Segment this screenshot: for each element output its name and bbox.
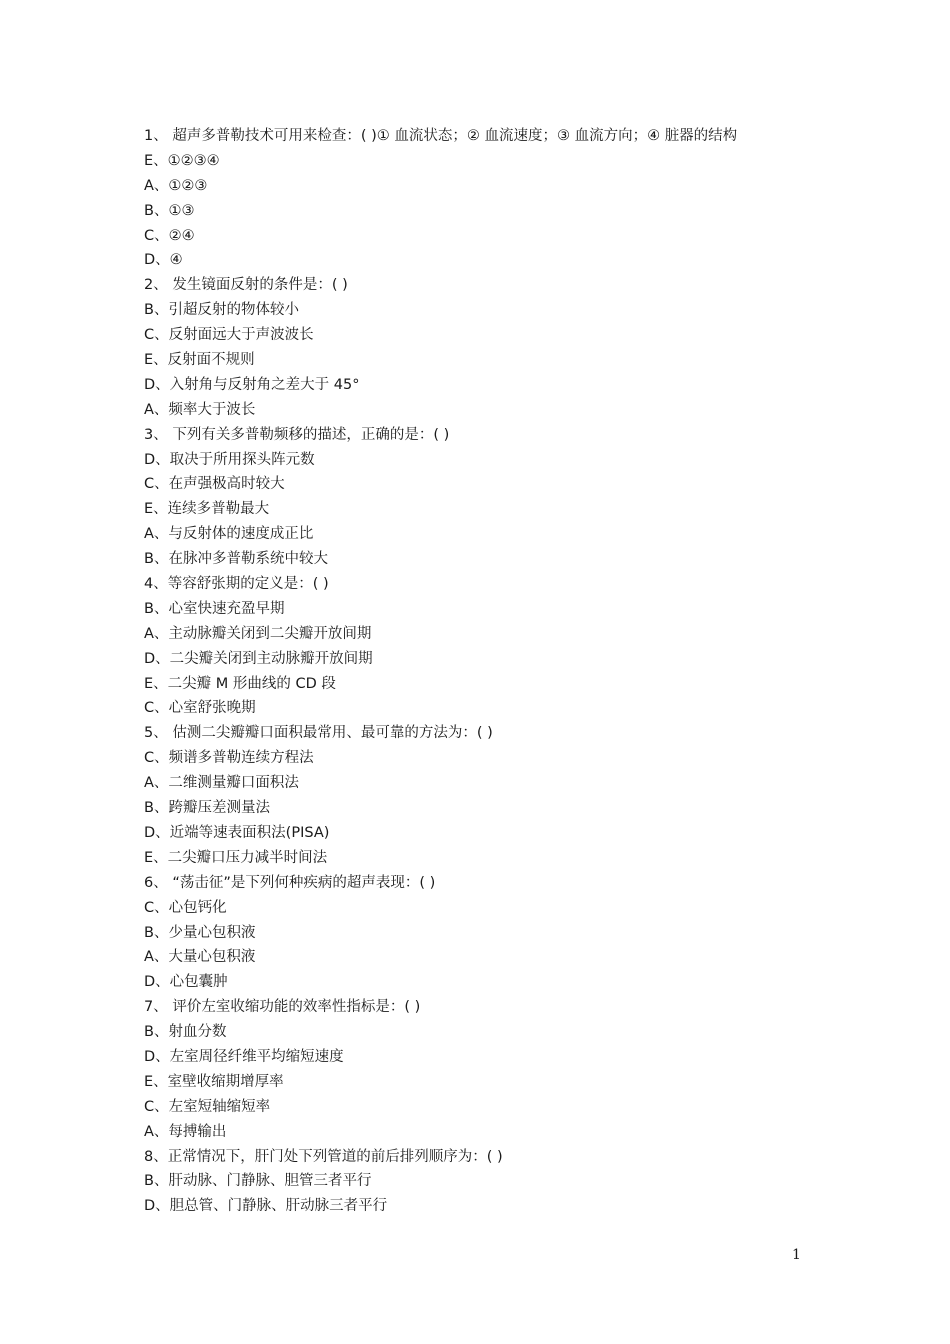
answer-option: C、在声强极高时较大: [144, 476, 285, 493]
answer-option: E、二尖瓣口压力减半时间法: [144, 849, 328, 866]
question-stem: 6、 “荡击征”是下列何种疾病的超声表现：( ): [144, 874, 436, 891]
answer-option: B、跨瓣压差测量法: [144, 800, 270, 817]
question-stem: 2、 发生镜面反射的条件是：( ): [144, 277, 348, 294]
answer-option: C、心包钙化: [144, 899, 227, 916]
answer-option: D、胆总管、门静脉、肝动脉三者平行: [144, 1198, 388, 1215]
answer-option: B、心室快速充盈早期: [144, 600, 285, 617]
answer-option: E、反射面不规则: [144, 352, 255, 369]
answer-option: C、频谱多普勒连续方程法: [144, 750, 314, 767]
answer-option: B、引超反射的物体较小: [144, 302, 299, 319]
answer-option: C、反射面远大于声波波长: [144, 327, 314, 344]
answer-option: A、二维测量瓣口面积法: [144, 775, 299, 792]
answer-option: B、肝动脉、门静脉、胆管三者平行: [144, 1173, 372, 1190]
answer-option: A、主动脉瓣关闭到二尖瓣开放间期: [144, 625, 372, 642]
answer-option: B、射血分数: [144, 1024, 227, 1041]
answer-option: E、连续多普勒最大: [144, 501, 270, 518]
answer-option: C、②④: [144, 227, 195, 244]
answer-option: A、每搏输出: [144, 1123, 227, 1140]
question-stem: 3、 下列有关多普勒频移的描述，正确的是：( ): [144, 426, 450, 443]
answer-option: B、少量心包积液: [144, 924, 256, 941]
answer-option: C、心室舒张晚期: [144, 700, 256, 717]
answer-option: E、①②③④: [144, 152, 220, 169]
answer-option: C、左室短轴缩短率: [144, 1098, 271, 1115]
question-stem: 1、 超声多普勒技术可用来检查：( )① 血流状态；② 血流速度；③ 血流方向；④ 脏器的结构: [144, 128, 738, 144]
answer-option: D、心包囊肿: [144, 974, 228, 991]
answer-option: B、在脉冲多普勒系统中较大: [144, 551, 328, 568]
answer-option: A、大量心包积液: [144, 949, 256, 966]
question-stem: 4、等容舒张期的定义是：( ): [144, 576, 329, 593]
answer-option: B、①③: [144, 202, 195, 219]
page-number: 1: [792, 1247, 801, 1263]
question-list: [144, 124, 824, 1219]
answer-option: D、二尖瓣关闭到主动脉瓣开放间期: [144, 650, 373, 667]
answer-option: D、④: [144, 252, 183, 269]
answer-option: E、二尖瓣 M 形曲线的 CD 段: [144, 675, 336, 692]
question-stem: 7、 评价左室收缩功能的效率性指标是：( ): [144, 999, 421, 1016]
answer-option: A、与反射体的速度成正比: [144, 526, 314, 543]
answer-option: D、左室周径纤维平均缩短速度: [144, 1048, 344, 1065]
answer-option: D、入射角与反射角之差大于 45°: [144, 376, 360, 393]
answer-option: D、取决于所用探头阵元数: [144, 451, 315, 468]
question-stem: 8、正常情况下，肝门处下列管道的前后排列顺序为：( ): [144, 1148, 503, 1165]
answer-option: D、近端等速表面积法(PISA): [144, 824, 330, 841]
answer-option: A、频率大于波长: [144, 401, 256, 418]
answer-option: E、室壁收缩期增厚率: [144, 1073, 284, 1090]
question-stem: 5、 估测二尖瓣瓣口面积最常用、最可靠的方法为：( ): [144, 725, 493, 742]
answer-option: A、①②③: [144, 177, 208, 194]
